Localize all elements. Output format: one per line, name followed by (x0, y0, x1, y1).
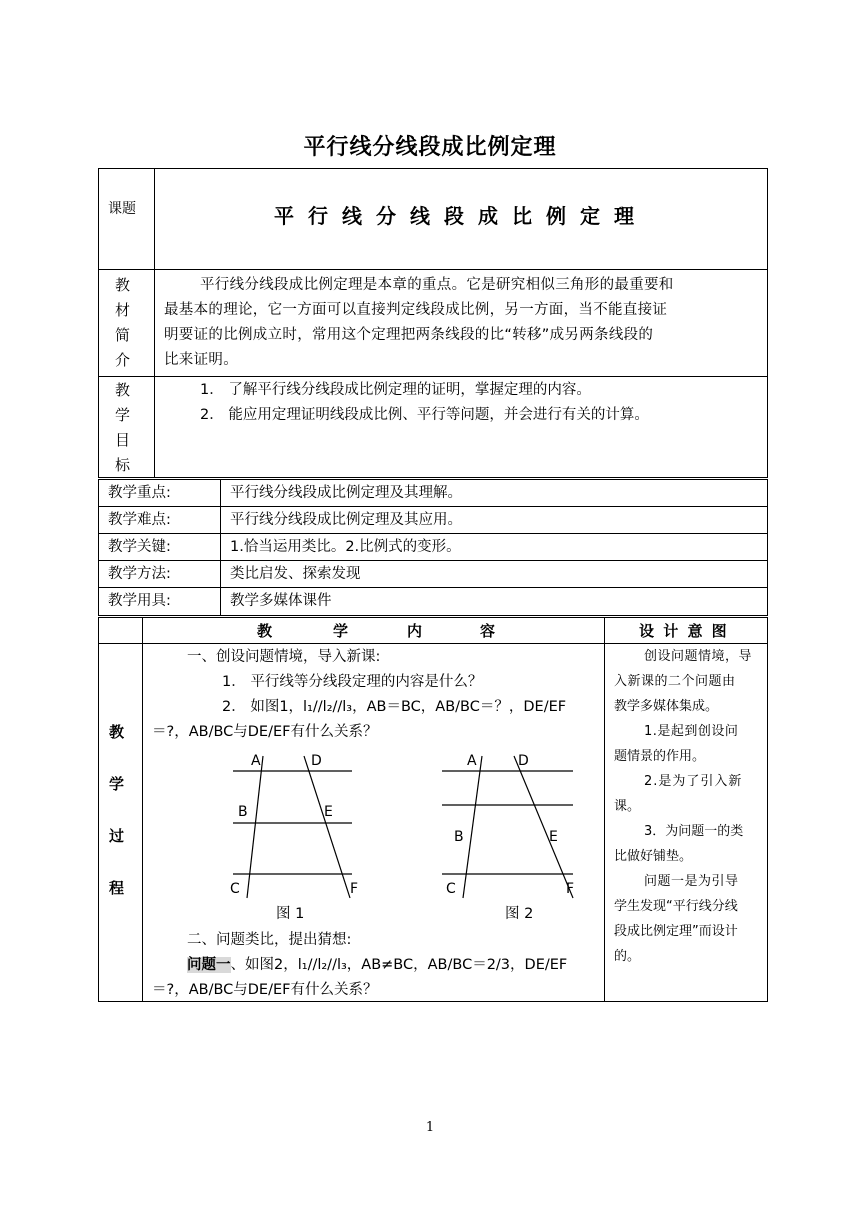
row-label-difficulty: 教学难点: (108, 512, 171, 528)
row-value-method: 类比启发、探索发现 (230, 566, 361, 582)
label-A: A (467, 753, 477, 769)
label-C: C (446, 881, 456, 897)
label-E: E (549, 829, 558, 845)
row-value-difficulty: 平行线分线段成比例定理及其应用。 (230, 512, 462, 528)
row-label-crux: 教学关键: (108, 539, 171, 555)
page-title: 平行线分线段成比例定理 (303, 134, 557, 160)
question-2-line1: 2． 如图1，l₁//l₂//l₃，AB＝BC，AB/BC＝？，DE/EF (222, 699, 567, 715)
page-number: 1 (425, 1120, 435, 1135)
goal-item: 2． 能应用定理证明线段成比例、平行等问题，并会进行有关的计算。 (200, 407, 649, 423)
question-1: 1． 平行线等分线段定理的内容是什么？ (222, 674, 483, 690)
section-1-heading: 一、创设问题情境，导入新课: (187, 649, 381, 665)
label-B: B (238, 804, 248, 820)
row-label-method: 教学方法: (108, 566, 171, 582)
question-2-line2: ＝?，AB/BC与DE/EF有什么关系？ (152, 724, 378, 740)
figure-2-diagram (435, 748, 585, 900)
row-value-tools: 教学多媒体课件 (230, 593, 332, 609)
label-C: C (230, 881, 240, 897)
problem-1-tag: 问题一 (187, 957, 231, 973)
label-D: D (311, 753, 322, 769)
problem-1-line2: ＝?，AB/BC与DE/EF有什么关系？ (152, 982, 378, 998)
label-D: D (518, 753, 529, 769)
label-F: F (566, 881, 575, 897)
row-value-crux: 1.恰当运用类比。2.比例式的变形。 (230, 539, 461, 555)
row-label-key: 教学重点: (108, 485, 171, 501)
topic-title: 平行线分线段成比例定理 (274, 204, 648, 228)
label-E: E (324, 804, 333, 820)
goal-item: 1． 了解平行线分线段成比例定理的证明，掌握定理的内容。 (200, 382, 591, 398)
label-A: A (251, 753, 261, 769)
figure-2-caption: 图 2 (505, 906, 534, 922)
row-value-key: 平行线分线段成比例定理及其理解。 (230, 485, 462, 501)
figure-1-caption: 图 1 (276, 906, 305, 922)
label-B: B (454, 829, 464, 845)
row-label-tools: 教学用具: (108, 593, 171, 609)
figure-1-diagram (220, 748, 360, 900)
label-F: F (350, 881, 359, 897)
design-header: 设 计 意 图 (639, 622, 729, 640)
section-2-heading: 二、问题类比，提出猜想: (187, 932, 352, 948)
problem-1-line1: 问题一、如图2，l₁//l₂//l₃，AB≠BC，AB/BC＝2/3，DE/EF (187, 957, 568, 973)
topic-label: 课题 (108, 201, 136, 217)
